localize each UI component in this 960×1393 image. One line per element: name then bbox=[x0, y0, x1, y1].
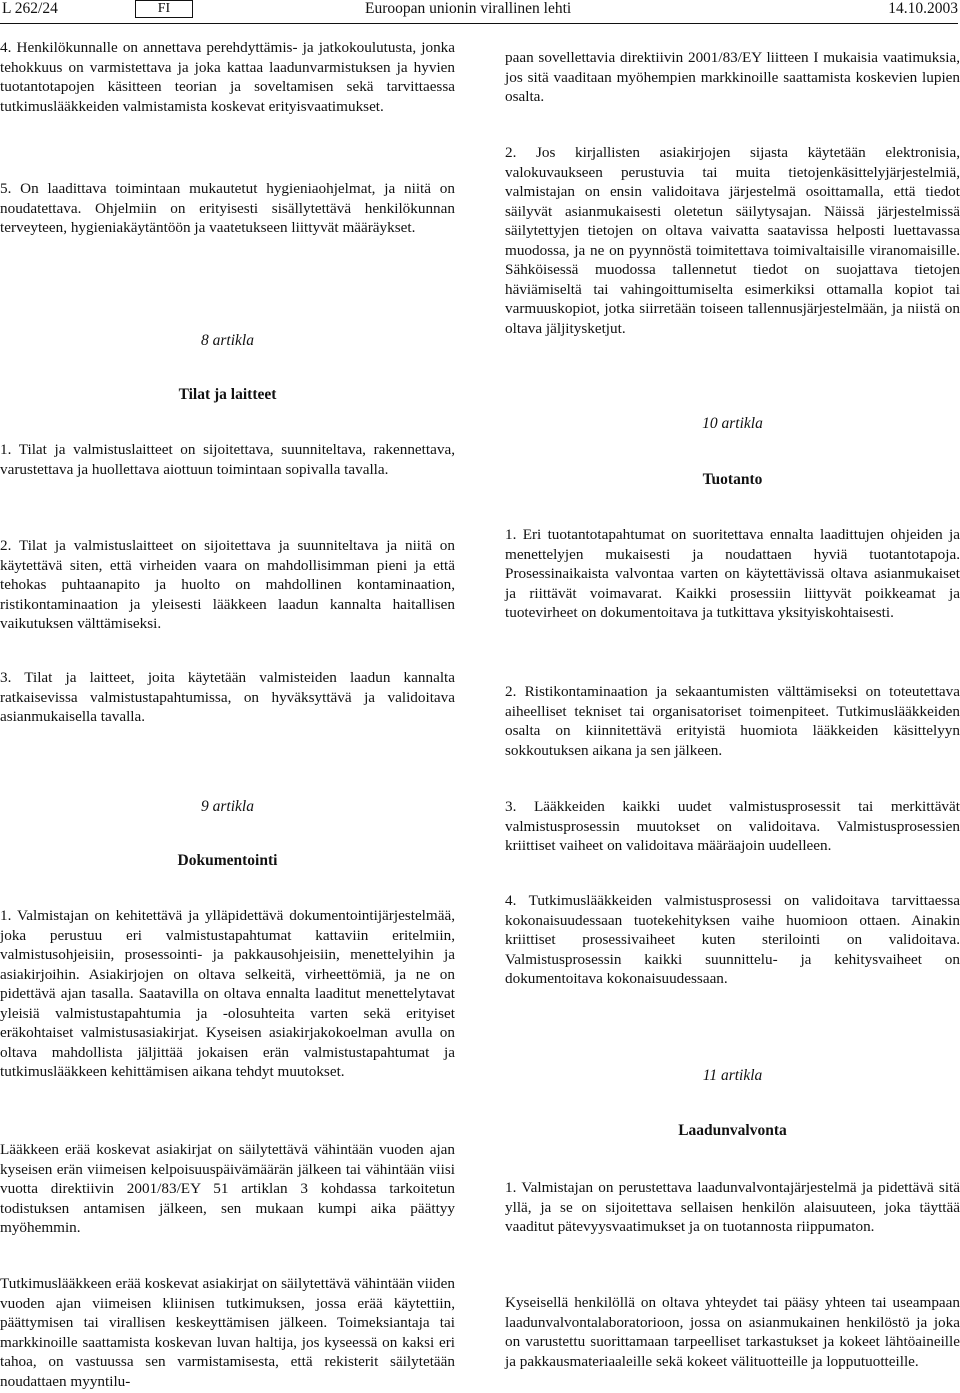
article-8-title: Tilat ja laitteet bbox=[178, 386, 277, 403]
paragraph-11-1-personnel: Kyseisellä henkilöllä on oltava yhteydet tai pääsy yhteen tai useampaan laadunvalvontalaboratorioon, jossa on asianmukainen henkilöstö ja joka on varustettu suorittamaan tarpeelliset tarkastukset ja kokeet lähtöaineille ja pakkausmateriaaleille sekä kokeet välituotteille ja lopputuotteille. bbox=[505, 1294, 960, 1370]
paragraph-9-1: 1. Valmistajan on kehitettävä ja ylläpidettävä dokumentointijärjestelmää, joka perustuu eri valmistustapahtumat kattaviin eritelmiin, valmistusohjeisiin, prosessointi- ja pakkausohjeisiin, menettelyihin ja asiakirjoihin. Asiakirjojen on oltava selkeitä, virheettömiä, ja ne on pidettävä ajan tasalla. Saatavilla on oltava ennalta laaditut menettelytavat yleisiä valmistustapahtumia ja -olosuhteita varten sekä erityiset eräkohtaiset valmistusasiakirjat. Kyseisen asiakirjakokoelman avulla on oltava mahdollista jäljittää jokaisen erän valmistustapahtumat ja tutkimuslääkkeen kehittämisen aikana tehdyt muutokset. bbox=[0, 907, 455, 1080]
article-10-title: Tuotanto bbox=[702, 471, 763, 488]
paragraph-7-5: 5. On laadittava toimintaan mukautetut hygieniaohjelmat, ja niitä on noudatettava. Ohjelmiin on erityisesti sisällytettävä henkilökunnan terveyteen, hygieniakäytäntöön ja vaatetukseen liittyvät määräykset. bbox=[0, 180, 455, 236]
paragraph-9-1-continued: paan sovellettavia direktiivin 2001/83/EY liitteen I mukaisia vaatimuksia, jos sitä vaaditaan myöhempien markkinoille saattamista koskevien lupien osalta. bbox=[505, 49, 960, 105]
paragraph-10-3: 3. Lääkkeiden kaikki uudet valmistusprosessit tai merkittävät valmistusprosessin muutokset on validoitava. Valmistusprosessien kriittiset vaiheet on validoitava määräajoin uudelleen. bbox=[505, 798, 960, 854]
article-10-heading: 10 artikla bbox=[702, 415, 763, 432]
paragraph-9-1-records: Lääkkeen erää koskevat asiakirjat on säilytettävä vähintään vuoden ajan kyseisen erän viimeisen kelpoisuuspäivämäärän jälkeen tai vähintään viisi vuotta direktiivin 2001/83/EY 51 artiklan 3 kohdassa tarkoitetun todistuksen antamisen jälkeen, sen mukaan kumpi aika päättyy myöhemmin. bbox=[0, 1141, 455, 1236]
paragraph-10-4: 4. Tutkimuslääkkeiden valmistusprosessi on validoitava tarvittaessa kokonaisuudessaan tuotekehityksen vaihe huomioon ottaen. Ainakin kriittiset prosessivaiheet kuten sterilointi on validoitava. Valmistusprosessin kaikki suunnittelu- ja kehitysvaiheet on dokumentoitava kokonaisuudessaan. bbox=[505, 892, 960, 987]
paragraph-7-4: 4. Henkilökunnalle on annettava perehdyttämis- ja jatkokoulutusta, jonka tehokkuus on varmistettava ja joka kattaa laadunvarmistuksen ja hyvien tuotantotapojen käsitteen teorian ja soveltamisen sekä tarvittaessa tutkimuslääkkeiden valmistamista koskevat erityisvaatimukset. bbox=[0, 39, 455, 115]
paragraph-9-1-investigational: Tutkimuslääkkeen erää koskevat asiakirjat on säilytettävä vähintään viiden vuoden ajan viimeisen kliinisen tutkimuksen, jossa erää käytettiin, päättymisen tai virallisen keskeyttämisen jälkeen. Toimeksiantaja tai markkinoille saattamista koskevan luvan haltija, jos kyseessä on kaksi eri tahoa, on vastuussa sen varmistamisesta, että rekisterit säilytetään noudattaen myyntilu- bbox=[0, 1275, 455, 1390]
article-11-heading: 11 artikla bbox=[702, 1067, 763, 1084]
paragraph-8-2: 2. Tilat ja valmistuslaitteet on sijoitettava ja suunniteltava ja niitä on käytettävä siten, että virheiden vaara on mahdollisimman pieni ja että tehokas puhtaanapito ja huolto on mahdollinen kontaminaation, ristikontaminaation ja yleisesti lääkkeen laadun kannalta haitallisen vaikutuksen välttämiseksi. bbox=[0, 537, 455, 632]
paragraph-8-3: 3. Tilat ja laitteet, joita käytetään valmisteiden laadun kannalta ratkaisevissa valmistustapahtumissa, on hyväksyttävä ja validoitava asianmukaisella tavalla. bbox=[0, 669, 455, 725]
article-11-title: Laadunvalvonta bbox=[678, 1122, 787, 1139]
paragraph-11-1: 1. Valmistajan on perustettava laadunvalvontajärjestelmä ja pidettävä sitä yllä, ja se on sijoitettava sellaisen henkilön alaisuuteen, joka täyttää vaaditut pätevyysvaatimukset ja on tuotannosta riippumaton. bbox=[505, 1179, 960, 1235]
language-code-box: FI bbox=[135, 0, 193, 18]
page-reference: L 262/24 bbox=[2, 0, 58, 17]
article-9-heading: 9 artikla bbox=[201, 798, 254, 815]
publication-date: 14.10.2003 bbox=[888, 0, 958, 17]
paragraph-10-2: 2. Ristikontaminaation ja sekaantumisten välttämiseksi on toteutettava aiheelliset tekniset tai organisatoriset toimenpiteet. Tutkimuslääkkeiden osalta on kiinnitettävä erityistä huomiota lääkkeiden käsittelyyn sokkoutuksen aikana ja sen jälkeen. bbox=[505, 683, 960, 759]
header-rule bbox=[0, 23, 958, 24]
article-9-title: Dokumentointi bbox=[177, 852, 278, 869]
page-header bbox=[0, 0, 960, 22]
paragraph-9-2: 2. Jos kirjallisten asiakirjojen sijasta käytetään elektronisia, valokuvaukseen perustuvia tai muita tietojenkäsittelyjärjestelmiä, valmistajan on ensin validoitava järjestelmä osoittamalla, että tiedot säilyvät asianmukaisesti oletetun säilytysajan. Näissä järjestelmissä säilytettyjen tietojen on oltava vaivatta saatavissa helposti luettavassa muodossa, ja ne on pyynnöstä toimitettava toimivaltaisille viranomaisille. Sähköisessä muodossa tallennetut tiedot on suojattava tietojen häviämiseltä tai vahingoittumiselta esimerkiksi ottamalla kopiot tai varmuuskopiot, jotka siirretään toiseen tallennusjärjestelmään, ja niistä on oltava jäljitysketjut. bbox=[505, 144, 960, 337]
journal-title: Euroopan unionin virallinen lehti bbox=[365, 0, 572, 17]
article-8-heading: 8 artikla bbox=[201, 332, 254, 349]
paragraph-10-1: 1. Eri tuotantotapahtumat on suoritettava ennalta laadittujen ohjeiden ja menettelyjen mukaisesti ja noudattaen hyviä tuotantotapoja. Prosessinaikaista valvontaa varten on käytettävissä oltava asianmukaiset ja riittävät voimavarat. Kaikki prosessiin liittyvät poikkeamat ja tuotevirheet on dokumentoitava ja tutkittava yksityiskohtaisesti. bbox=[505, 526, 960, 621]
paragraph-8-1: 1. Tilat ja valmistuslaitteet on sijoitettava, suunniteltava, rakennettava, varustettava ja huollettava aiottuun toimintaan sopivalla tavalla. bbox=[0, 441, 455, 478]
